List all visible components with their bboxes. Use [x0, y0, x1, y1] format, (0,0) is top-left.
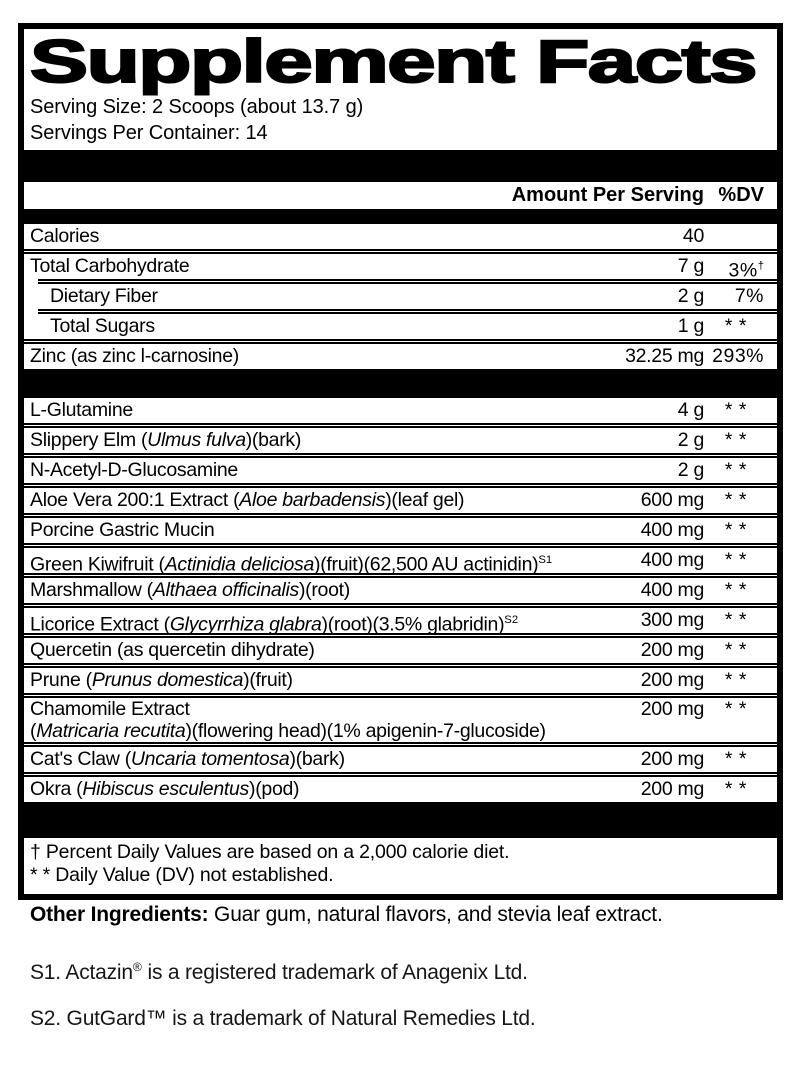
row-amount: 300 mg [640, 609, 704, 631]
row-amount: 4 g [677, 399, 704, 421]
panel-row [24, 638, 777, 663]
panel-row [24, 747, 777, 772]
divider-bar-bottom [24, 802, 777, 838]
supplement-facts-panel [18, 23, 783, 900]
row-amount: 200 mg [640, 778, 704, 800]
row-dv [725, 428, 747, 453]
row-amount: 200 mg [640, 669, 704, 691]
text-segment: 7% [734, 285, 764, 307]
other-ingredients-line [30, 902, 663, 927]
text-segment: is a registered trademark of Anagenix Ltd. [141, 961, 528, 984]
latin-name: Prunus domestica [91, 669, 244, 691]
panel-row [24, 458, 777, 483]
latin-name: Ulmus fulva [147, 429, 246, 451]
latin-name: Glycyrrhiza glabra [169, 613, 322, 636]
text-segment: Cat's Claw ( [30, 748, 131, 770]
panel-row [24, 548, 777, 576]
text-segment: S1. Actazin [30, 961, 133, 984]
text-segment: * * [724, 609, 747, 631]
footnote-daily-values: † Percent Daily Values are based on a 2,000 calorie diet. [30, 841, 510, 863]
latin-name: Aloe barbadensis [239, 489, 386, 511]
text-segment: * * [724, 639, 747, 661]
trademark-note-s1 [30, 955, 528, 985]
text-segment: )(pod) [249, 778, 300, 800]
row-name [24, 398, 777, 423]
row-name [24, 284, 777, 309]
text-segment: Zinc (as zinc l-carnosine) [30, 345, 239, 367]
row-amount: 400 mg [640, 549, 704, 571]
row-dv [725, 488, 747, 513]
latin-name: Matricaria recutita [36, 720, 186, 742]
text-segment: Other Ingredients: [30, 903, 209, 926]
row-dv [725, 398, 747, 423]
text-segment: Porcine Gastric Mucin [30, 519, 215, 541]
row-dv [729, 254, 764, 284]
text-segment: * * [724, 519, 747, 541]
divider-bar-header [24, 209, 777, 224]
row-name [24, 458, 777, 483]
text-segment: )(root)(3.5% glabridin) [321, 613, 505, 636]
text-segment: L-Glutamine [30, 399, 133, 421]
footnote-dv-not-established: * * Daily Value (DV) not established. [30, 863, 334, 886]
text-segment: * * [724, 315, 747, 337]
text-segment: Guar gum, natural flavors, and stevia leaf extract. [208, 903, 663, 926]
text-segment: N-Acetyl-D-Glucosamine [30, 459, 238, 481]
panel-row [24, 578, 777, 603]
panel-row [24, 608, 777, 636]
text-segment: * * [724, 698, 747, 720]
text-segment: Dietary Fiber [50, 285, 158, 307]
superscript-marker: S1 [538, 554, 553, 566]
panel-row [24, 698, 777, 742]
panel-title: Supplement Facts [30, 28, 757, 95]
text-segment: )(root) [298, 579, 350, 601]
row-dv [725, 518, 747, 543]
panel-row [24, 344, 777, 369]
panel-row [24, 488, 777, 513]
row-amount: 600 mg [640, 489, 704, 511]
text-segment: * * [724, 669, 747, 691]
text-segment: Slippery Elm ( [30, 429, 148, 451]
panel-row [24, 668, 777, 693]
text-segment: Prune ( [30, 669, 92, 691]
text-segment: * * [724, 459, 747, 481]
divider-bar-middle [24, 369, 777, 398]
row-amount: 2 g [677, 285, 704, 307]
row-dv [725, 314, 747, 339]
row-name [24, 254, 777, 279]
row-amount: 200 mg [640, 639, 704, 661]
row-amount: 400 mg [640, 519, 704, 541]
latin-name: Althaea officinalis [152, 579, 299, 601]
trademark-note-s2 [30, 1006, 536, 1031]
text-segment: 3% [728, 259, 758, 282]
panel-row [24, 224, 777, 249]
text-segment: * * [724, 399, 747, 421]
text-segment: S2. GutGard [30, 1007, 146, 1030]
latin-name: Actinidia deliciosa [164, 553, 314, 576]
text-segment: 293% [712, 345, 764, 367]
row-dv [725, 668, 747, 693]
percent-dv-header: %DV [718, 184, 764, 206]
panel-row [24, 284, 777, 309]
nutrients-section [24, 224, 777, 369]
text-segment: * * [724, 549, 747, 571]
row-name [24, 428, 777, 453]
row-name [24, 314, 777, 339]
row-dv [725, 548, 747, 573]
panel-row [24, 518, 777, 543]
footnotes-block [24, 841, 777, 886]
text-segment: ( [30, 720, 37, 742]
panel-row [24, 314, 777, 339]
text-segment: * * [724, 579, 747, 601]
text-segment: Total Carbohydrate [30, 255, 190, 277]
text-segment: * * [724, 778, 747, 800]
latin-name: Hibiscus esculentus [82, 778, 250, 800]
row-dv [725, 458, 747, 483]
text-segment: is a trademark of Natural Remedies Ltd. [166, 1007, 536, 1030]
text-segment: )(fruit)(62,500 AU actinidin) [314, 553, 539, 576]
row-amount: 2 g [677, 429, 704, 451]
row-dv [725, 747, 747, 772]
row-amount: 200 mg [640, 748, 704, 770]
row-amount: 7 g [677, 255, 704, 277]
row-dv [712, 344, 764, 369]
row-amount: 400 mg [640, 579, 704, 601]
serving-size-line: Serving Size: 2 Scoops (about 13.7 g) [30, 96, 364, 118]
row-dv [725, 638, 747, 663]
panel-row [24, 398, 777, 423]
text-segment: ™ [145, 1007, 167, 1030]
row-amount: 40 [682, 225, 704, 247]
text-segment: )(flowering head)(1% apigenin-7-glucoside) [185, 720, 546, 742]
text-segment: )(leaf gel) [385, 489, 465, 511]
row-dv [725, 777, 747, 802]
text-segment: )(bark) [289, 748, 345, 770]
text-segment: * * [724, 429, 747, 451]
row-amount: 1 g [677, 315, 704, 337]
panel-row [24, 428, 777, 453]
row-dv [735, 284, 764, 309]
text-segment: * * [724, 489, 747, 511]
servings-per-container-line: Servings Per Container: 14 [30, 122, 268, 144]
row-dv [725, 608, 747, 633]
text-segment: Total Sugars [50, 315, 155, 337]
superscript-marker: † [757, 260, 764, 272]
panel-row [24, 254, 777, 282]
text-segment: )(bark) [245, 429, 302, 451]
text-segment: Green Kiwifruit ( [30, 553, 165, 576]
text-segment: Okra ( [30, 778, 83, 800]
text-segment: Quercetin (as quercetin dihydrate) [30, 639, 315, 661]
text-segment: Calories [30, 225, 100, 247]
text-segment: Aloe Vera 200:1 Extract ( [30, 489, 240, 511]
column-header-row [24, 182, 777, 209]
panel-row [24, 777, 777, 802]
text-segment: Marshmallow ( [30, 579, 153, 601]
row-amount: 32.25 mg [625, 345, 704, 367]
text-segment: Licorice Extract ( [30, 613, 170, 636]
text-segment: Chamomile Extract [30, 698, 190, 720]
amount-per-serving-header: Amount Per Serving [511, 184, 704, 206]
row-amount: 200 mg [640, 698, 704, 720]
row-amount: 2 g [677, 459, 704, 481]
text-segment: )(fruit) [243, 669, 293, 691]
superscript-marker: ® [132, 960, 142, 974]
row-dv [725, 578, 747, 603]
row-dv [725, 698, 747, 720]
ingredients-section [24, 398, 777, 802]
text-segment: * * [724, 748, 747, 770]
latin-name: Uncaria tomentosa [130, 748, 290, 770]
superscript-marker: S2 [504, 614, 519, 626]
divider-bar-top [24, 150, 777, 182]
row-name [24, 224, 777, 249]
